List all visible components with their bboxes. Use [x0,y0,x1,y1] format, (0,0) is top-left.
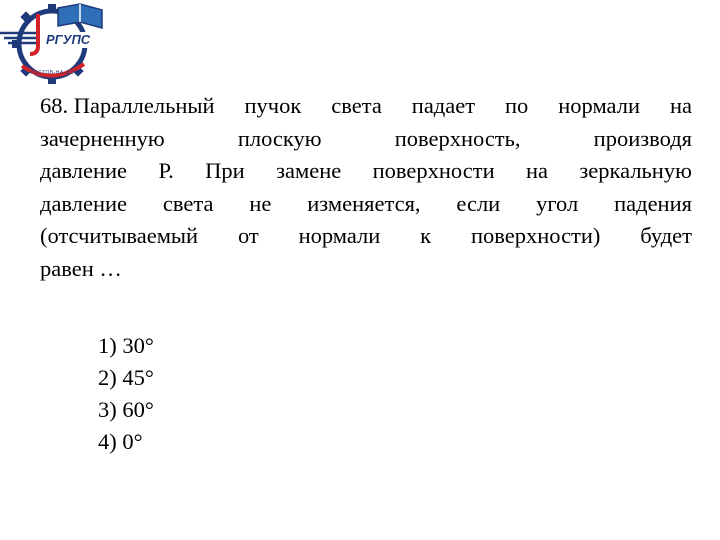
question-line-5 [40,220,692,253]
question-word: плоскую [237,125,322,151]
question-word: нормали [558,93,641,118]
answer-option-1: 1) 30° [98,333,154,358]
question-word: будет [640,223,692,248]
question-word: производя [593,125,692,151]
logo-text: РГУПС [46,32,91,47]
question-word: поверхность, [394,125,521,151]
question-number: 68. Параллельный [40,93,215,118]
answer-option-2: 2) 45° [98,365,154,390]
question-line-4 [40,188,692,221]
question-line-2 [40,123,692,156]
question-word: света [162,190,214,216]
question-word: если [456,190,501,216]
question-word: на [669,93,692,118]
question-word: на [526,158,549,183]
answer-option-4: 4) 0° [98,429,143,454]
question-word: к [420,223,432,248]
question-word: изменяется, [307,190,421,216]
question-word: поверхности) [470,223,601,248]
question-word: света [331,93,382,118]
question-line-3 [40,155,692,188]
question-line-1 [40,90,692,123]
question-word: по [505,93,529,118]
question-word: угол [536,190,579,216]
question-word: давление [40,158,128,183]
question-word: не [249,190,272,216]
question-line-6: равен … [40,255,122,281]
question-word: нормали [298,223,381,248]
question-word: зачерненную [40,125,165,151]
logo-ring-text: РОСТОВ-НА-ДОНУ [30,70,82,76]
question-word: давление [40,190,128,216]
question-word: пучок [244,93,302,118]
question-word: поверхности [372,158,495,183]
question-word: Р. [158,158,174,183]
question-word: падает [411,93,476,118]
question-word: от [237,223,259,248]
answer-option-3: 3) 60° [98,397,154,422]
question-word: зеркальную [579,158,692,183]
question-word: замене [276,158,342,183]
university-logo [0,0,110,88]
question-word: падения [614,190,692,216]
question-text [40,90,692,285]
question-word: (отсчитываемый [40,223,199,248]
answer-options [98,330,154,458]
question-word: При [205,158,245,183]
